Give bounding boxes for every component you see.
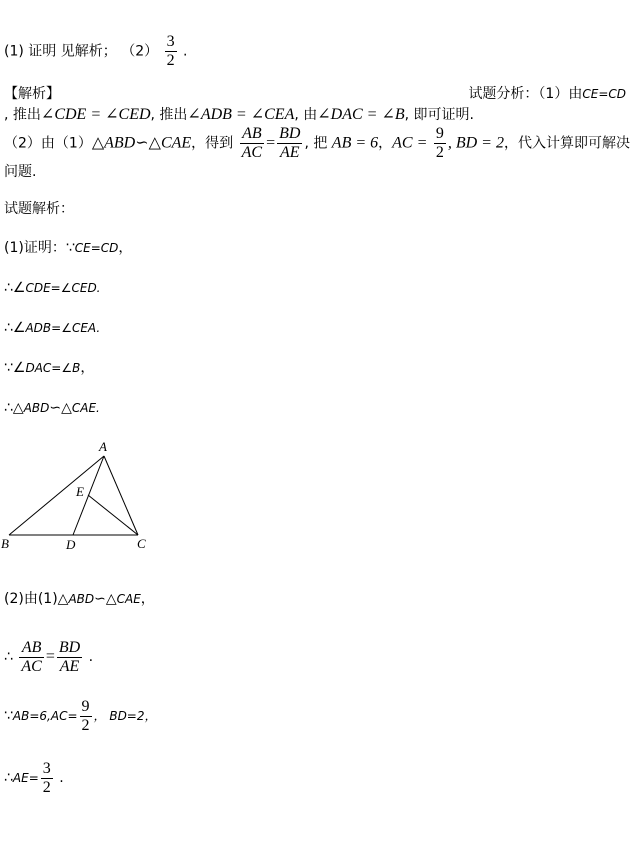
ratio-fraction-ab-ac <box>19 639 43 676</box>
fraction-numerator: 9 <box>81 697 90 715</box>
answer-frac-num: 3 <box>166 33 175 50</box>
analysis-line2-text: , 推出 <box>4 107 41 123</box>
analysis-line3-ac: AC = <box>392 134 428 152</box>
step2-symbol: ∴∠ <box>4 280 26 296</box>
part2-result <box>4 758 64 798</box>
analysis-line3 <box>4 125 630 162</box>
result-text: AE= <box>12 771 39 785</box>
step5-triangle-a: ABD <box>23 401 50 415</box>
step1-expr: CE=CD <box>74 241 119 255</box>
segment-ec <box>88 495 138 535</box>
answer-part1-text: 证明 见解析； <box>28 43 117 60</box>
because-symbol: ∵ <box>4 708 13 724</box>
label-b: B <box>1 536 9 551</box>
part2-given <box>4 696 157 736</box>
result-end: . <box>59 770 64 786</box>
equals-sign: = <box>266 134 276 152</box>
fraction-numerator: BD <box>58 638 81 656</box>
fraction-denominator: 2 <box>81 716 90 734</box>
solution-step2 <box>4 278 101 298</box>
fraction-denominator: AE <box>59 657 80 675</box>
analysis-line3-bd: , BD = 2 <box>447 134 504 152</box>
step4-end: ， <box>80 360 95 376</box>
step4-expr: DAC=∠B <box>25 361 81 375</box>
analysis-line2-expr: ∠ADB = ∠CEA <box>187 106 295 123</box>
analysis-fraction-ab-ac <box>240 125 264 162</box>
part2-end: ， <box>140 591 155 607</box>
step2-expr: CDE=∠CED. <box>25 281 101 295</box>
solution-step3 <box>4 318 100 338</box>
analysis-line3-put: , 把 <box>304 135 328 152</box>
analysis-right-expr: CE=CD <box>582 87 626 101</box>
answer-part2-prefix: （2） <box>121 43 159 60</box>
ratio-end: . <box>88 649 94 665</box>
step3-expr: ADB=∠CEA. <box>25 321 101 335</box>
given-tail: ， BD=2， <box>93 709 157 723</box>
fraction-numerator: BD <box>279 125 301 142</box>
triangle-figure <box>0 436 160 556</box>
therefore-symbol: ∴ <box>4 649 13 665</box>
label-d: D <box>66 537 76 552</box>
step5-symbol: ∴△ <box>4 400 24 416</box>
analysis-line2-text: , 推出 <box>150 107 188 123</box>
answer-fraction <box>165 33 177 70</box>
analysis-line3-tail: ，代入计算即可解决 <box>503 135 630 152</box>
step5-similar: ∽△ <box>49 400 72 416</box>
analysis-line3-comma: ， <box>378 135 393 152</box>
step1-end: ， <box>118 240 133 256</box>
answer-end: . <box>183 43 188 60</box>
step1-prefix: (1) <box>4 240 24 256</box>
analysis-heading: 【解析】 <box>4 86 60 102</box>
solution-heading: 试题解析： <box>4 201 74 217</box>
answer-line <box>4 33 187 70</box>
analysis-right-label: 试题分析：（1）由 <box>468 86 583 102</box>
analysis-line2-text: , 即可证明. <box>404 107 475 123</box>
part2-ratio <box>4 637 93 677</box>
part2-line1 <box>4 589 155 609</box>
analysis-line3-get: ，得到 <box>191 135 234 152</box>
step4-symbol: ∵∠ <box>4 360 26 376</box>
analysis-line4: 问题. <box>4 164 37 180</box>
fraction-denominator: AC <box>241 144 263 161</box>
ratio-fraction-bd-ae <box>57 639 82 676</box>
analysis-line3-prefix: （2）由（1） <box>4 135 92 152</box>
step3-symbol: ∴∠ <box>4 320 26 336</box>
fraction-numerator: AB <box>240 125 264 144</box>
result-fraction <box>41 760 53 797</box>
solution-step4 <box>4 358 94 378</box>
given-fraction <box>80 698 92 735</box>
analysis-fraction-9-2 <box>434 125 446 162</box>
analysis-line2-expr: ∠DAC = ∠B <box>317 106 405 123</box>
equals-sign: = <box>45 648 55 665</box>
label-a: A <box>99 439 107 454</box>
analysis-line2-expr: ∠CDE = ∠CED <box>40 106 151 123</box>
segment-ab <box>9 456 104 535</box>
given-text: AB=6,AC= <box>12 709 78 723</box>
part2-prefix: (2)由(1)△ <box>4 591 69 607</box>
part2-triangle-a: ABD <box>68 592 95 606</box>
analysis-line3-ab: AB = 6 <box>331 134 379 152</box>
solution-step1 <box>4 238 132 258</box>
step1-text: 证明：∵ <box>23 240 75 256</box>
analysis-fraction-bd-ae <box>277 125 302 162</box>
step5-triangle-b: CAE. <box>71 401 100 415</box>
segment-ac <box>104 456 138 535</box>
part2-triangle-b: CAE <box>116 592 141 606</box>
fraction-numerator: 3 <box>42 759 51 777</box>
fraction-denominator: 2 <box>42 778 51 796</box>
solution-step5 <box>4 398 100 418</box>
fraction-numerator: AB <box>19 639 43 658</box>
fraction-numerator: 9 <box>435 125 444 142</box>
fraction-denominator: AC <box>21 657 42 675</box>
part2-similar: ∽△ <box>94 591 117 607</box>
answer-frac-den: 2 <box>166 52 175 69</box>
therefore-symbol: ∴ <box>4 770 13 786</box>
analysis-line2 <box>4 105 474 125</box>
analysis-line3-similar: △ABD∽△CAE <box>91 134 192 152</box>
answer-part1-prefix: (1) <box>4 43 24 60</box>
fraction-denominator: 2 <box>435 144 444 161</box>
analysis-line2-text: , 由 <box>294 107 318 123</box>
label-c: C <box>137 536 146 551</box>
fraction-denominator: AE <box>280 144 300 161</box>
analysis-right <box>468 84 626 104</box>
label-e: E <box>76 484 84 499</box>
